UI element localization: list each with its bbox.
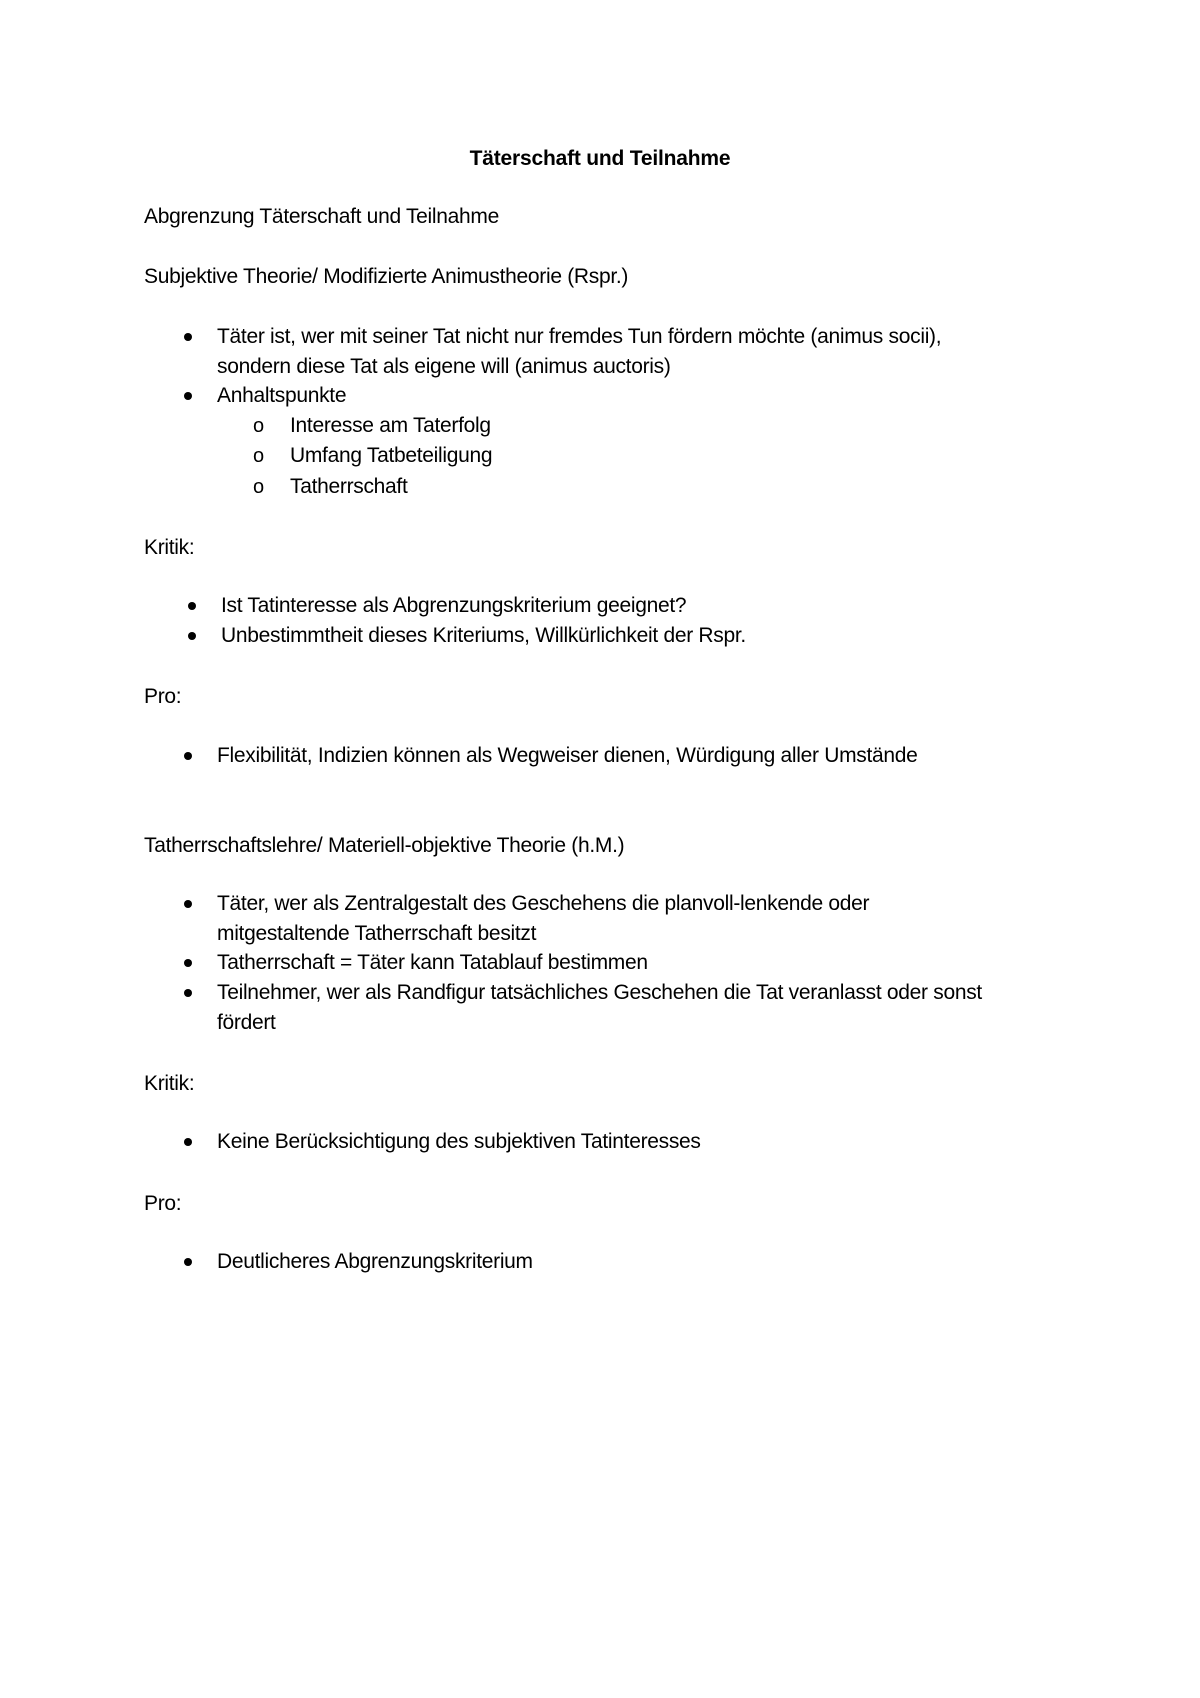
section2-heading: Tatherrschaftslehre/ Materiell-objektive Theorie (h.M.) [144, 834, 625, 857]
section2-bullet-2: Tatherrschaft = Täter kann Tatablauf bestimmen [217, 951, 648, 974]
section2-bullet-3-line-2: fördert [217, 1011, 276, 1034]
section1-kritik-item: Unbestimmtheit dieses Kriteriums, Willkürlichkeit der Rspr. [221, 624, 746, 647]
circle-bullet-icon: o [253, 445, 265, 467]
bullet-icon [188, 632, 196, 640]
bullet-icon [184, 989, 192, 997]
section1-heading: Subjektive Theorie/ Modifizierte Animustheorie (Rspr.) [144, 265, 629, 288]
section1-bullet-1-line-1: Täter ist, wer mit seiner Tat nicht nur fremdes Tun fördern möchte (animus socii), [217, 325, 942, 348]
section1-sub-item: Interesse am Taterfolg [290, 414, 491, 437]
section2-bullet-1-line-2: mitgestaltende Tatherrschaft besitzt [217, 922, 537, 945]
bullet-icon [188, 602, 196, 610]
bullet-icon [184, 333, 192, 341]
section1-pro-label: Pro: [144, 685, 182, 708]
section1-bullet-2: Anhaltspunkte [217, 384, 347, 407]
bullet-icon [184, 1138, 192, 1146]
section2-kritik-item: Keine Berücksichtigung des subjektiven Tatinteresses [217, 1130, 701, 1153]
heading-abgrenzung: Abgrenzung Täterschaft und Teilnahme [144, 205, 499, 228]
section2-bullet-1-line-1: Täter, wer als Zentralgestalt des Geschehens die planvoll-lenkende oder [217, 892, 870, 915]
section1-sub-item: Umfang Tatbeteiligung [290, 444, 493, 467]
bullet-icon [184, 959, 192, 967]
circle-bullet-icon: o [253, 476, 265, 498]
section1-kritik-item: Ist Tatinteresse als Abgrenzungskriterium geeignet? [221, 594, 687, 617]
section2-kritik-label: Kritik: [144, 1072, 195, 1095]
section1-pro-item: Flexibilität, Indizien können als Wegweiser dienen, Würdigung aller Umstände [217, 744, 918, 767]
circle-bullet-icon: o [253, 415, 265, 437]
section1-kritik-label: Kritik: [144, 536, 195, 559]
bullet-icon [184, 752, 192, 760]
section2-pro-item: Deutlicheres Abgrenzungskriterium [217, 1250, 533, 1273]
document-title: Täterschaft und Teilnahme [469, 147, 731, 170]
section1-sub-item: Tatherrschaft [290, 475, 408, 498]
section2-pro-label: Pro: [144, 1192, 182, 1215]
section1-bullet-1-line-2: sondern diese Tat als eigene will (animus auctoris) [217, 355, 671, 378]
section2-bullet-3-line-1: Teilnehmer, wer als Randfigur tatsächliches Geschehen die Tat veranlasst oder sonst [217, 981, 982, 1004]
bullet-icon [184, 900, 192, 908]
bullet-icon [184, 1258, 192, 1266]
bullet-icon [184, 392, 192, 400]
